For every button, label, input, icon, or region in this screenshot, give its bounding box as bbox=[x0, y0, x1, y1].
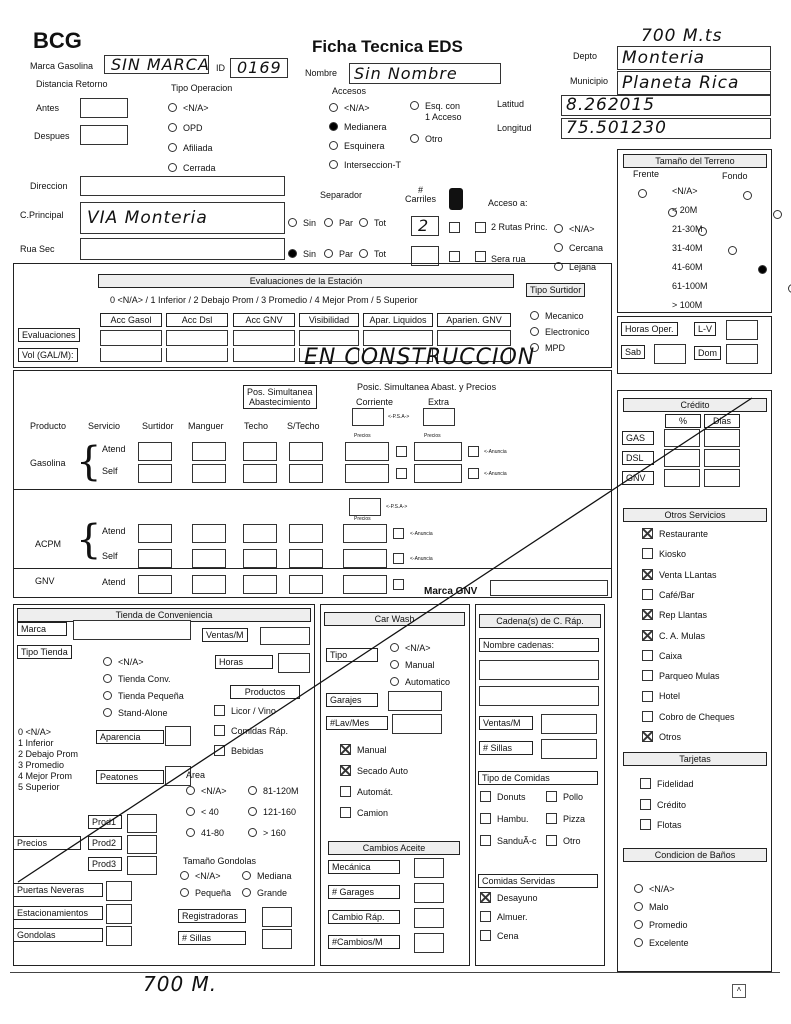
horas-label: Horas bbox=[215, 655, 273, 669]
precios-label: Precios bbox=[13, 836, 81, 850]
terreno-label: 21-30M bbox=[672, 224, 703, 234]
lav-label: #Lav/Mes bbox=[326, 716, 388, 730]
tienda-ventas-label: Ventas/M bbox=[202, 628, 248, 642]
precios-label: Precios bbox=[354, 433, 371, 439]
direccion-label: Direccion bbox=[30, 181, 68, 191]
tipo-surtidor-label: Tipo Surtidor bbox=[526, 283, 585, 297]
esq-con-label: Esq. con 1 Acceso bbox=[425, 101, 462, 122]
prod-label: Prod1 bbox=[88, 815, 122, 829]
bottom-rule bbox=[10, 972, 780, 973]
tipo-tienda-label: Tipo Tienda bbox=[17, 645, 72, 659]
carwash-check-label: Manual bbox=[357, 745, 387, 755]
eval-col-header: Aparien. GNV bbox=[437, 313, 511, 327]
productos-col-header: Techo bbox=[244, 421, 269, 431]
sillas-label: # Sillas bbox=[178, 931, 246, 945]
tienda-title: Tienda de Conveniencia bbox=[17, 608, 311, 622]
terreno-label: 31-40M bbox=[672, 243, 703, 253]
dom-label: Dom bbox=[694, 346, 721, 360]
carriles-label: # Carriles bbox=[405, 185, 437, 204]
gasolina-brace: { bbox=[76, 439, 102, 485]
acpm-brace: { bbox=[76, 517, 102, 563]
prod-label: Prod2 bbox=[88, 836, 122, 850]
area-option-label: 121-160 bbox=[263, 807, 297, 817]
antes-label: Antes bbox=[36, 103, 60, 113]
rua-sec-label: Rua Sec bbox=[20, 244, 55, 254]
area-label: Area bbox=[186, 770, 206, 780]
productos-item-label: Licor / Vino bbox=[231, 706, 276, 716]
gondolas-size-label: Tamaño Gondolas bbox=[183, 856, 257, 866]
anuncia-label: <-Anuncia bbox=[484, 471, 507, 477]
servida-item-label: Cena bbox=[497, 931, 519, 941]
marca-value: SIN MARCA bbox=[111, 55, 210, 74]
servidas-label: Comidas Servidas bbox=[478, 874, 598, 888]
scale-item: 4 Mejor Prom bbox=[18, 771, 73, 781]
precios-label: Precios bbox=[424, 433, 441, 439]
distancia-label: Distancia Retorno bbox=[36, 79, 108, 89]
servicio-label: Atend bbox=[102, 526, 126, 536]
servida-item-label: Desayuno bbox=[497, 893, 538, 903]
radio-label: <N/A> bbox=[569, 224, 595, 234]
status-handwritten: EN CONSTRUCCION bbox=[304, 345, 536, 370]
sin-label: Sin bbox=[303, 249, 317, 259]
latitud-value: 8.262015 bbox=[566, 95, 656, 115]
tarjetas-title: Tarjetas bbox=[623, 752, 767, 766]
carwash-check-label: Automát. bbox=[357, 787, 394, 797]
c-principal-label: C.Principal bbox=[20, 210, 64, 220]
comida-item-label: Otro bbox=[563, 836, 581, 846]
comida-item-label: Pizza bbox=[563, 814, 586, 824]
carwash-check-label: Secado Auto bbox=[357, 766, 409, 776]
gondola-option-label: Pequeña bbox=[195, 888, 232, 898]
apariencia-label: Aparencia bbox=[96, 730, 164, 744]
radio-label: Automatico bbox=[405, 677, 451, 687]
radio-label: Cerrada bbox=[183, 163, 216, 173]
terreno-label: 61-100M bbox=[672, 281, 708, 291]
radio-label: Promedio bbox=[649, 920, 688, 930]
terreno-label: > 100M bbox=[672, 300, 703, 310]
corriente-label: Corriente bbox=[356, 397, 394, 407]
nombre-value: Sin Nombre bbox=[354, 64, 458, 83]
par-label: Par bbox=[339, 249, 354, 259]
area-option-label: > 160 bbox=[263, 828, 286, 838]
servida-item-label: Almuer. bbox=[497, 912, 528, 922]
peatones-label: Peatones bbox=[96, 770, 164, 784]
terreno-title: Tamaño del Terreno bbox=[623, 154, 767, 168]
id-label: ID bbox=[216, 63, 225, 73]
banos-title: Condicion de Baños bbox=[623, 848, 767, 862]
id-value: 0169 bbox=[237, 58, 282, 77]
nombre-label: Nombre bbox=[305, 68, 338, 78]
terreno-label: < 20M bbox=[672, 205, 698, 215]
tipo-op-label: Tipo Operacion bbox=[171, 83, 233, 93]
psa-label: <-P.S.A-> bbox=[388, 414, 410, 420]
handwritten-bottom: 700 M. bbox=[143, 972, 218, 996]
scale-item: 5 Superior bbox=[18, 782, 60, 792]
frente-label: Frente bbox=[633, 169, 660, 179]
separador-label: Separador bbox=[320, 190, 363, 200]
area-option-label: < 40 bbox=[201, 807, 219, 817]
credito-title: Crédito bbox=[623, 398, 767, 412]
credito-row-label: GNV bbox=[622, 471, 654, 485]
dos-rutas-label: 2 Rutas Princ. bbox=[491, 222, 548, 232]
cadena-ventas-label: Ventas/M bbox=[479, 716, 533, 730]
otros-item-label: Kiosko bbox=[659, 549, 687, 560]
eval-col-header: Visibilidad bbox=[299, 313, 359, 327]
eval-col-header: Apar. Liquidos bbox=[363, 313, 433, 327]
otros-item-label: Parqueo Mulas bbox=[659, 671, 720, 682]
area-option-label: 41-80 bbox=[201, 828, 225, 838]
anuncia-label: <-Anuncia bbox=[410, 531, 433, 537]
cadena-sillas-label: # Sillas bbox=[479, 741, 533, 755]
otros-item-label: Hotel bbox=[659, 691, 681, 702]
prod-label: Prod3 bbox=[88, 857, 122, 871]
carwash-check-label: Camion bbox=[357, 808, 389, 818]
otros-item-label: Otros bbox=[659, 732, 682, 742]
radio-label: <N/A> bbox=[649, 884, 675, 894]
area-option-label: <N/A> bbox=[201, 786, 227, 796]
radio-label: OPD bbox=[183, 123, 203, 133]
radio-label: Tienda Conv. bbox=[118, 674, 171, 684]
otros-item-label: C. A. Mulas bbox=[659, 630, 706, 641]
garajes-label: Garajes bbox=[326, 693, 378, 707]
comida-item-label: Hambu. bbox=[497, 814, 529, 824]
sab-label: Sab bbox=[621, 345, 645, 359]
comida-item-label: Donuts bbox=[497, 792, 526, 802]
cambios-title: Cambios Aceite bbox=[328, 841, 460, 855]
municipio-label: Municipio bbox=[570, 76, 609, 86]
radio-label: <N/A> bbox=[344, 103, 370, 113]
radio-label: <N/A> bbox=[183, 103, 209, 113]
servicio-label: Atend bbox=[102, 444, 126, 454]
psa-label: <-P.S.A-> bbox=[386, 504, 408, 510]
municipio-value: Planeta Rica bbox=[622, 73, 740, 93]
productos-item-label: Comidas Ráp. bbox=[231, 726, 289, 736]
carriles-value: 2 bbox=[418, 216, 430, 235]
longitud-label: Longitud bbox=[497, 123, 532, 133]
latitud-label: Latitud bbox=[497, 99, 525, 109]
otros-item-label: Cobro de Cheques bbox=[659, 711, 735, 722]
credito-pct-label: % bbox=[665, 414, 701, 428]
servicio-label: Self bbox=[102, 466, 118, 476]
credito-row-label: DSL bbox=[622, 451, 654, 465]
anuncia-label: <-Anuncia bbox=[484, 449, 507, 455]
radio-label: Manual bbox=[405, 660, 435, 670]
cambios-label: #Cambios/M bbox=[328, 935, 400, 949]
credito-dias-label: Dias bbox=[704, 414, 740, 428]
evaluaciones-row-label: Evaluaciones bbox=[18, 328, 80, 342]
accesos-label: Accesos bbox=[332, 86, 367, 96]
sin-label: Sin bbox=[303, 218, 317, 228]
terreno-label: <N/A> bbox=[672, 186, 698, 196]
tarjetas-item-label: Crédito bbox=[657, 799, 687, 810]
tienda-marca-label: Marca bbox=[17, 622, 67, 636]
otro-label: Otro bbox=[425, 134, 443, 144]
tot-label: Tot bbox=[374, 218, 387, 228]
radio-label: Stand-Alone bbox=[118, 708, 168, 718]
productos-col-header: Producto bbox=[30, 421, 67, 431]
area-option-label: 81-120M bbox=[263, 786, 299, 796]
radio-label: Interseccion-T bbox=[344, 160, 402, 170]
lv-label: L-V bbox=[694, 322, 716, 336]
logo: BCG bbox=[33, 28, 82, 53]
credito-row-label: GAS bbox=[622, 431, 654, 445]
radio-label: Excelente bbox=[649, 938, 689, 948]
tipo-comidas-label: Tipo de Comidas bbox=[478, 771, 598, 785]
otros-item-label: Café/Bar bbox=[659, 589, 695, 600]
extra-label: Extra bbox=[428, 397, 450, 407]
otros-item-label: Rep Llantas bbox=[659, 610, 708, 621]
productos-col-header: Servicio bbox=[88, 421, 121, 431]
radio-label: <N/A> bbox=[118, 657, 144, 667]
radio-label: Tienda Pequeña bbox=[118, 691, 184, 701]
vol-row-label: Vol (GAL/M): bbox=[18, 348, 78, 362]
carwash-title: Car Wash bbox=[324, 612, 465, 626]
depto-value: Monteria bbox=[622, 48, 706, 68]
acpm-label: ACPM bbox=[35, 539, 62, 549]
otros-title: Otros Servicios bbox=[623, 508, 767, 522]
cambios-label: Mecánica bbox=[328, 860, 400, 874]
c-principal-value: VIA Monteria bbox=[87, 208, 208, 228]
cadena-title: Cadena(s) de C. Ráp. bbox=[479, 614, 601, 628]
page-title: Ficha Tecnica EDS bbox=[312, 37, 463, 56]
cambios-label: # Garages bbox=[328, 885, 400, 899]
sera-rua-label: Sera rua bbox=[491, 254, 526, 264]
otros-item-label: Caixa bbox=[659, 650, 683, 661]
par-label: Par bbox=[339, 218, 354, 228]
radio-label: Lejana bbox=[569, 262, 597, 272]
cambios-label: Cambio Ráp. bbox=[328, 910, 400, 924]
scale-item: 2 Debajo Prom bbox=[18, 749, 79, 759]
acceso-a-label: Acceso a: bbox=[488, 198, 528, 208]
carwash-tipo-label: Tipo bbox=[326, 648, 378, 662]
corner-mark: ˄ bbox=[732, 984, 746, 998]
tarjetas-item-label: Flotas bbox=[657, 820, 682, 830]
radio-label: Cercana bbox=[569, 243, 604, 253]
scale-item: 3 Promedio bbox=[18, 760, 65, 770]
gnv-label: GNV bbox=[35, 576, 55, 586]
radio-label: Afiliada bbox=[183, 143, 213, 153]
eval-col-header: Acc Dsl bbox=[166, 313, 228, 327]
eval-col-header: Acc Gasol bbox=[100, 313, 162, 327]
estac-label: Estacionamientos bbox=[13, 906, 103, 920]
productos-col-header: Manguer bbox=[188, 421, 224, 431]
scale-item: 1 Inferior bbox=[18, 738, 54, 748]
servicio-label: Atend bbox=[102, 577, 126, 587]
gondolas-label: Gondolas bbox=[13, 928, 103, 942]
precios-label: Precios bbox=[354, 516, 371, 522]
radio-label: Electronico bbox=[545, 327, 590, 337]
eval-col-header: Acc GNV bbox=[233, 313, 295, 327]
marca-gnv-label: Marca GNV bbox=[424, 586, 478, 597]
servicio-label: Self bbox=[102, 551, 118, 561]
posic-label: Posic. Simultanea Abast. y Precios bbox=[357, 382, 497, 392]
longitud-value: 75.501230 bbox=[566, 118, 667, 138]
productos-item-label: Bebidas bbox=[231, 746, 264, 756]
otros-item-label: Restaurante bbox=[659, 529, 709, 539]
nombre-cadenas-label: Nombre cadenas: bbox=[479, 638, 599, 652]
handwritten-top-right: 700 M.ts bbox=[641, 26, 723, 46]
radio-label: Esquinera bbox=[344, 141, 385, 151]
otros-item-label: Venta LLantas bbox=[659, 569, 717, 580]
radio-label: Malo bbox=[649, 902, 669, 912]
gondola-option-label: Mediana bbox=[257, 871, 292, 881]
evaluaciones-scale: 0 <N/A> / 1 Inferior / 2 Debajo Prom / 3 Promedio / 4 Mejor Prom / 5 Superior bbox=[110, 295, 418, 305]
depto-label: Depto bbox=[573, 51, 598, 61]
tot-label: Tot bbox=[374, 249, 387, 259]
evaluaciones-title: Evaluaciones de la Estación bbox=[98, 274, 514, 288]
registradoras-label: Registradoras bbox=[178, 909, 246, 923]
radio-label: Mecanico bbox=[545, 311, 584, 321]
despues-label: Despues bbox=[34, 131, 70, 141]
horas-oper-label: Horas Oper. bbox=[621, 322, 678, 336]
productos-col-header: Surtidor bbox=[142, 421, 174, 431]
tarjetas-item-label: Fidelidad bbox=[657, 779, 694, 789]
gondola-option-label: Grande bbox=[257, 888, 288, 898]
puertas-label: Puertas Neveras bbox=[13, 883, 103, 897]
comida-item-label: SanduÃ-c bbox=[497, 836, 537, 846]
radio-label: Medianera bbox=[344, 122, 387, 132]
radio-label: MPD bbox=[545, 343, 565, 353]
gondola-option-label: <N/A> bbox=[195, 871, 221, 881]
fondo-label: Fondo bbox=[722, 171, 748, 181]
scale-item: 0 <N/A> bbox=[18, 727, 52, 737]
productos-col-header: S/Techo bbox=[287, 421, 320, 431]
gasolina-label: Gasolina bbox=[30, 458, 66, 468]
productos-label: Productos bbox=[230, 685, 300, 699]
terreno-label: 41-60M bbox=[672, 262, 703, 272]
anuncia-label: <-Anuncia bbox=[410, 556, 433, 562]
pos-sim-label: Pos. Simultanea Abastecimiento bbox=[243, 385, 317, 409]
marca-label: Marca Gasolina bbox=[30, 61, 94, 71]
radio-label: <N/A> bbox=[405, 643, 431, 653]
comida-item-label: Pollo bbox=[563, 792, 584, 802]
